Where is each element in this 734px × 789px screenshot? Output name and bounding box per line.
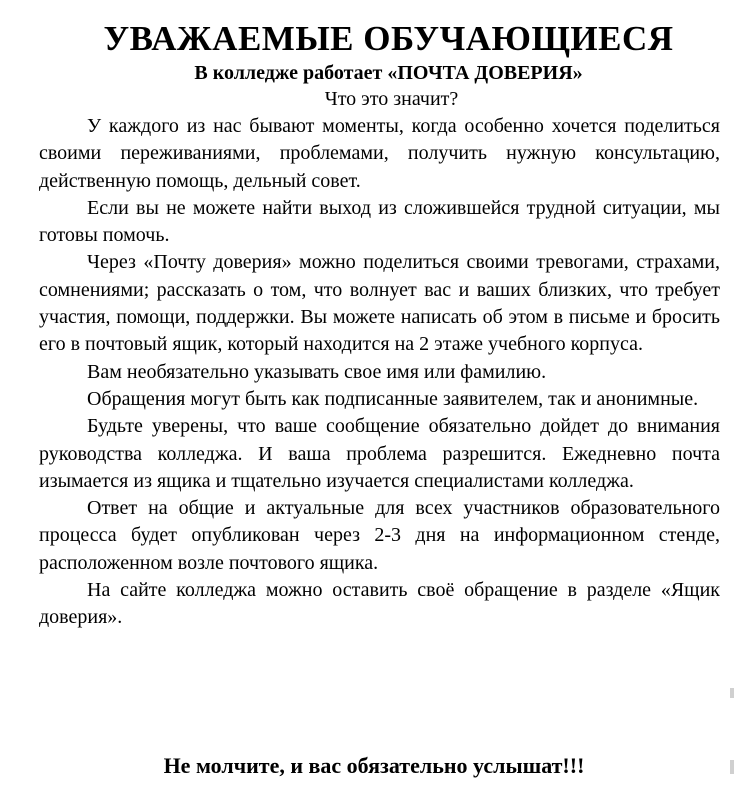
paragraph-2: Если вы не можете найти выход из сложившейся трудной ситуации, мы готовы помочь.	[39, 196, 720, 247]
question-line: Что это значит?	[324, 88, 459, 110]
page-title: УВАЖАЕМЫЕ ОБУЧАЮЩИЕСЯ	[103, 19, 674, 58]
paragraph-5: Обращения могут быть как подписанные заявителем, так и анонимные.	[87, 387, 699, 410]
edge-mark-2	[730, 760, 734, 774]
paragraph-7: Ответ на общие и актуальные для всех участников образовательного процесса будет опубликован через 2-3 дня на информационном стенде, расположенном возле почтового ящика.	[39, 497, 720, 574]
edge-mark-1	[730, 688, 734, 698]
page-subtitle: В колледже работает «ПОЧТА ДОВЕРИЯ»	[194, 62, 583, 84]
paragraph-6: Будьте уверены, что ваше сообщение обязательно дойдет до внимания руководства колледжа. И ваша проблема разрешится. Ежедневно почта изымается из ящика и тщательно изучается специалистами колледжа.	[39, 415, 720, 492]
paragraph-8: На сайте колледжа можно оставить своё обращение в разделе «Ящик доверия».	[39, 579, 720, 629]
paragraph-1: У каждого из нас бывают моменты, когда особенно хочется поделиться своими переживаниями, проблемами, получить нужную консультацию, действенную помощь, дельный совет.	[39, 115, 720, 192]
paragraph-4: Вам необязательно указывать свое имя или фамилию.	[87, 360, 547, 383]
paragraph-3: Через «Почту доверия» можно поделиться своими тревогами, страхами, сомнениями; рассказать о том, что волнует вас и ваших близких, что требует участия, помощи, поддержки. Вы можете написать об этом в письме и бросить его в почтовый ящик, который находится на 2 этаже учебного корпуса.	[39, 251, 720, 356]
closing-slogan: Не молчите, и вас обязательно услышат!!!	[163, 753, 585, 778]
